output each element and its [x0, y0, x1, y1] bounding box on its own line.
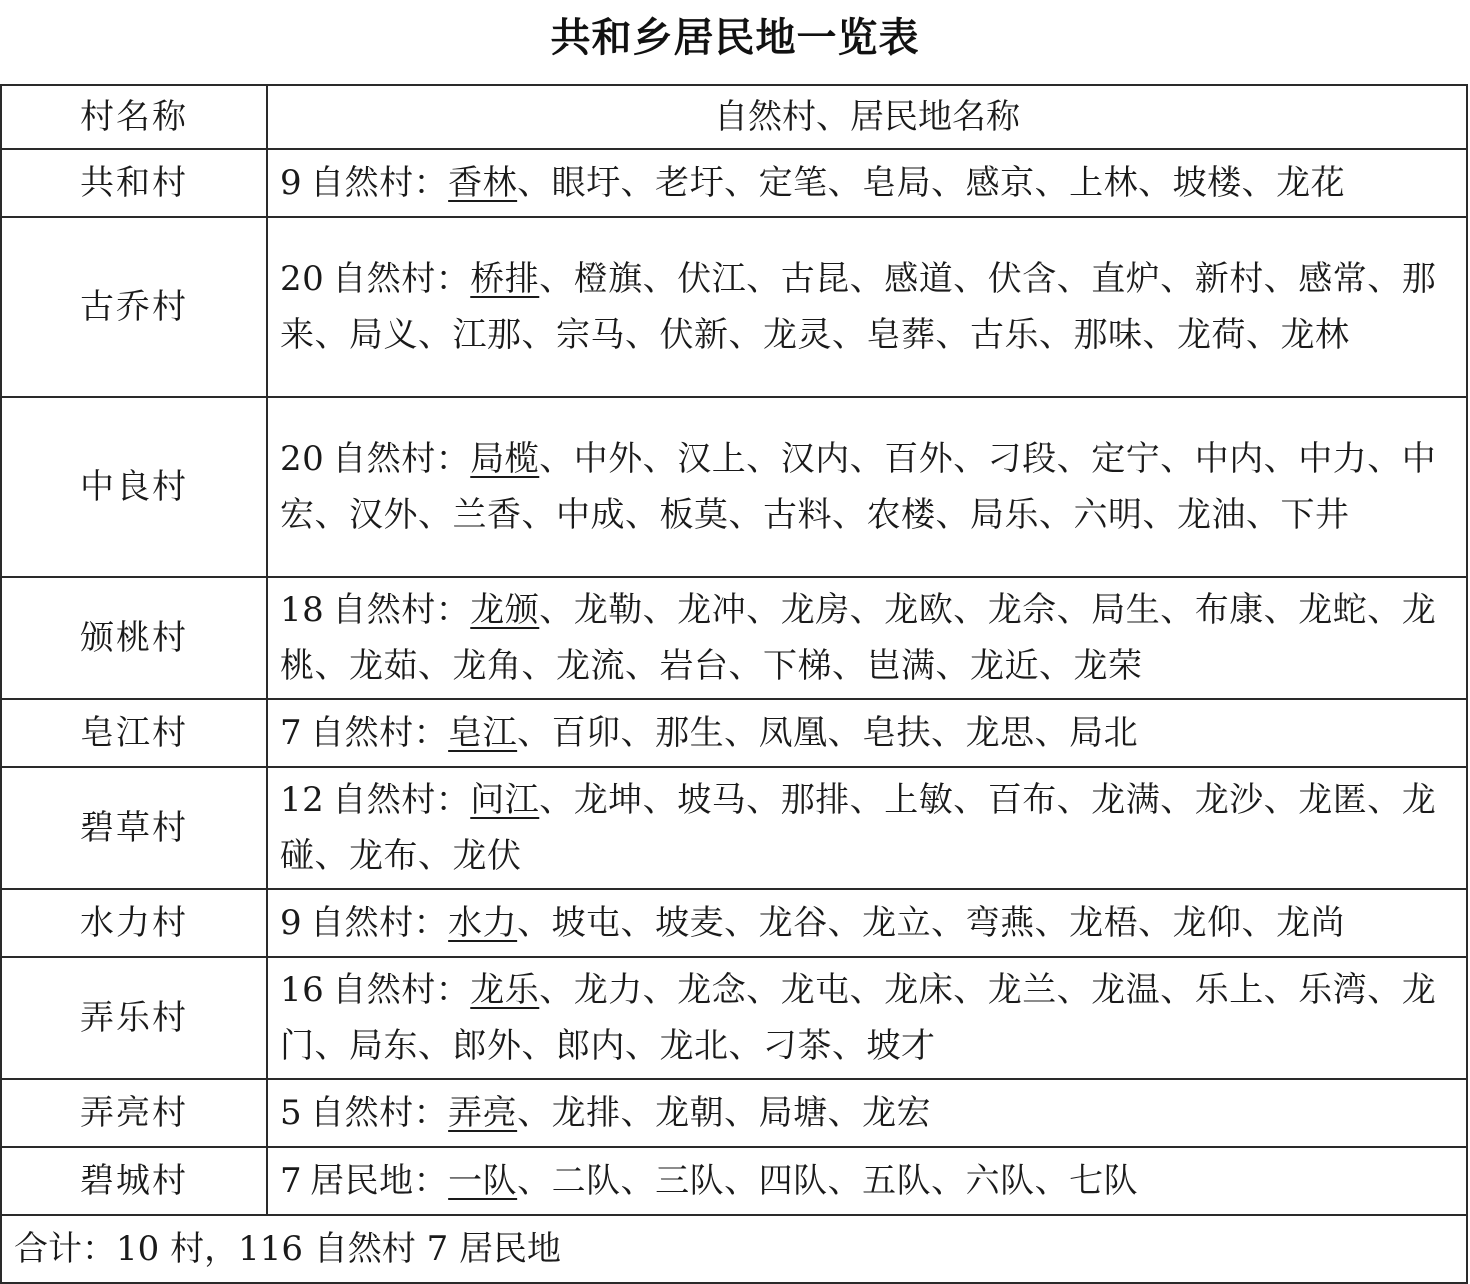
village-list: [267, 699, 1467, 767]
village-list: [267, 1147, 1467, 1215]
first-village: 弄亮: [448, 1093, 518, 1133]
village-count: 18: [280, 590, 325, 630]
village-count: 7: [280, 713, 303, 753]
village-name: 碧城村: [1, 1147, 267, 1215]
table-row: [1, 699, 1467, 767]
other-villages: 、龙勒、龙冲、龙房、龙欧、龙佘、局生、布康、龙蛇、龙桃、龙茹、龙角、龙流、岩台、下梯、岜满、龙近、龙荣: [280, 590, 1437, 686]
village-list: [267, 1079, 1467, 1147]
other-villages: 、中外、汉上、汉内、百外、刁段、定宁、中内、中力、中宏、汉外、兰香、中成、板莫、古料、农楼、局乐、六明、龙油、下井: [280, 439, 1437, 535]
village-count: 20: [280, 259, 325, 299]
village-count: 7: [280, 1161, 303, 1201]
other-villages: 、二队、三队、四队、五队、六队、七队: [517, 1161, 1139, 1201]
table-row: [1, 767, 1467, 889]
village-list: [267, 889, 1467, 957]
village-unit: 自然村：: [310, 713, 449, 753]
table-row: [1, 397, 1467, 577]
village-count: 12: [280, 780, 325, 820]
table-row: [1, 217, 1467, 397]
village-count: 20: [280, 439, 325, 479]
village-list: [267, 957, 1467, 1079]
first-village: 一队: [448, 1161, 518, 1201]
village-name: 弄乐村: [1, 957, 267, 1079]
other-villages: 、眼圩、老圩、定笔、皂局、感京、上林、坡楼、龙花: [517, 163, 1346, 203]
first-village: 龙乐: [470, 970, 540, 1010]
other-villages: 、百卯、那生、凤凰、皂扶、龙思、局北: [517, 713, 1139, 753]
village-unit: 自然村：: [332, 970, 471, 1010]
village-unit: 自然村：: [332, 590, 471, 630]
village-name: 中良村: [1, 397, 267, 577]
first-village: 局榄: [470, 439, 540, 479]
other-villages: 、龙排、龙朝、局塘、龙宏: [517, 1093, 932, 1133]
other-villages: 、橙旗、伏江、古昆、感道、伏含、直炉、新村、感常、那来、局义、江那、宗马、伏新、龙灵、皂葬、古乐、那味、龙荷、龙林: [280, 259, 1437, 355]
village-name: 皂江村: [1, 699, 267, 767]
other-villages: 、坡屯、坡麦、龙谷、龙立、弯燕、龙梧、龙仰、龙尚: [517, 903, 1346, 943]
village-name: 颁桃村: [1, 577, 267, 699]
village-count: 16: [280, 970, 325, 1010]
table-row: [1, 957, 1467, 1079]
residence-table: [0, 84, 1468, 1284]
first-village: 皂江: [448, 713, 518, 753]
village-count: 9: [280, 163, 303, 203]
village-name: 古乔村: [1, 217, 267, 397]
village-count: 9: [280, 903, 303, 943]
page-title: 共和乡居民地一览表: [550, 15, 920, 61]
village-unit: 自然村：: [332, 259, 471, 299]
first-village: 问江: [470, 780, 540, 820]
table-row: [1, 889, 1467, 957]
column-header-village: 村名称: [1, 85, 267, 149]
village-unit: 自然村：: [310, 1093, 449, 1133]
table-total-row: [1, 1215, 1467, 1283]
other-villages: 、龙力、龙念、龙屯、龙床、龙兰、龙温、乐上、乐湾、龙门、局东、郎外、郎内、龙北、刁茶、坡才: [280, 970, 1437, 1066]
village-list: [267, 577, 1467, 699]
village-name: 碧草村: [1, 767, 267, 889]
first-village: 桥排: [470, 259, 540, 299]
village-unit: 自然村：: [310, 163, 449, 203]
first-village: 水力: [448, 903, 518, 943]
village-name: 水力村: [1, 889, 267, 957]
village-list: [267, 149, 1467, 217]
village-unit: 居民地：: [310, 1161, 449, 1201]
first-village: 龙颁: [470, 590, 540, 630]
village-name: 弄亮村: [1, 1079, 267, 1147]
column-header-names: 自然村、居民地名称: [267, 85, 1467, 149]
table-row: [1, 149, 1467, 217]
village-unit: 自然村：: [332, 780, 471, 820]
village-unit: 自然村：: [332, 439, 471, 479]
village-unit: 自然村：: [310, 903, 449, 943]
table-row: [1, 1147, 1467, 1215]
village-name: 共和村: [1, 149, 267, 217]
total-summary: 合计：10 村，116 自然村 7 居民地: [1, 1215, 1467, 1283]
table-row: [1, 1079, 1467, 1147]
first-village: 香林: [448, 163, 518, 203]
table-header-row: [1, 85, 1467, 149]
table-row: [1, 577, 1467, 699]
other-villages: 、龙坤、坡马、那排、上敏、百布、龙满、龙沙、龙匿、龙碰、龙布、龙伏: [280, 780, 1437, 876]
village-list: [267, 767, 1467, 889]
village-list: [267, 397, 1467, 577]
village-list: [267, 217, 1467, 397]
village-count: 5: [280, 1093, 303, 1133]
